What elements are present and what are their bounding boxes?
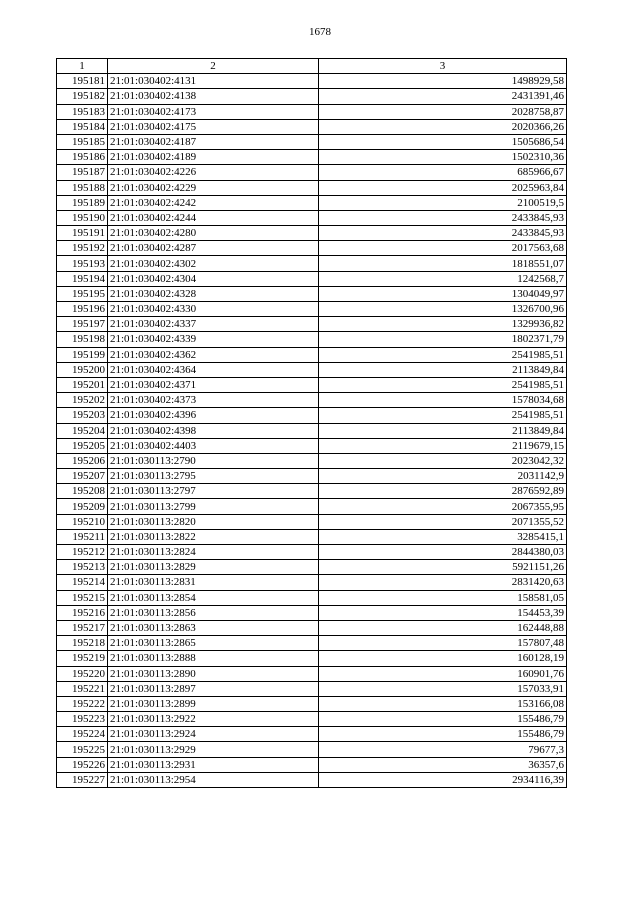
table-row <box>57 605 567 620</box>
cadastral-value-cell: 1578034,68 <box>319 393 567 408</box>
table-row <box>57 362 567 377</box>
cadastral-value-cell: 2541985,51 <box>319 377 567 392</box>
cadastral-number-cell: 21:01:030402:4244 <box>108 210 319 225</box>
cadastral-value-cell: 1326700,96 <box>319 302 567 317</box>
table-row <box>57 438 567 453</box>
cadastral-number-cell: 21:01:030113:2820 <box>108 514 319 529</box>
cadastral-value-cell: 2113849,84 <box>319 423 567 438</box>
column-header-value: 3 <box>319 59 567 74</box>
cadastral-number-cell: 21:01:030113:2929 <box>108 742 319 757</box>
cadastral-number-cell: 21:01:030113:2954 <box>108 772 319 787</box>
cadastral-number-cell: 21:01:030402:4187 <box>108 134 319 149</box>
cadastral-value-cell: 2023042,32 <box>319 453 567 468</box>
table-row <box>57 150 567 165</box>
row-number-cell: 195195 <box>57 286 108 301</box>
cadastral-value-cell: 2028758,87 <box>319 104 567 119</box>
cadastral-number-cell: 21:01:030113:2890 <box>108 666 319 681</box>
row-number-cell: 195181 <box>57 74 108 89</box>
row-number-cell: 195223 <box>57 712 108 727</box>
cadastral-number-cell: 21:01:030113:2856 <box>108 605 319 620</box>
row-number-cell: 195196 <box>57 302 108 317</box>
cadastral-value-cell: 1242568,7 <box>319 271 567 286</box>
cadastral-number-cell: 21:01:030402:4287 <box>108 241 319 256</box>
cadastral-value-cell: 153166,08 <box>319 696 567 711</box>
row-number-cell: 195216 <box>57 605 108 620</box>
cadastral-value-cell: 157807,48 <box>319 636 567 651</box>
table-row <box>57 681 567 696</box>
cadastral-value-cell: 2541985,51 <box>319 408 567 423</box>
cadastral-number-cell: 21:01:030113:2829 <box>108 560 319 575</box>
cadastral-number-cell: 21:01:030402:4189 <box>108 150 319 165</box>
table-row <box>57 89 567 104</box>
row-number-cell: 195225 <box>57 742 108 757</box>
cadastral-value-cell: 2017563,68 <box>319 241 567 256</box>
table-row <box>57 226 567 241</box>
cadastral-number-cell: 21:01:030402:4330 <box>108 302 319 317</box>
table-row <box>57 302 567 317</box>
row-number-cell: 195193 <box>57 256 108 271</box>
table-row <box>57 712 567 727</box>
cadastral-value-cell: 685966,67 <box>319 165 567 180</box>
cadastral-number-cell: 21:01:030402:4339 <box>108 332 319 347</box>
cadastral-number-cell: 21:01:030113:2865 <box>108 636 319 651</box>
cadastral-number-cell: 21:01:030113:2797 <box>108 484 319 499</box>
cadastral-number-cell: 21:01:030113:2888 <box>108 651 319 666</box>
table-row <box>57 134 567 149</box>
row-number-cell: 195215 <box>57 590 108 605</box>
row-number-cell: 195206 <box>57 453 108 468</box>
row-number-cell: 195210 <box>57 514 108 529</box>
cadastral-value-cell: 36357,6 <box>319 757 567 772</box>
table-row <box>57 165 567 180</box>
cadastral-value-cell: 1502310,36 <box>319 150 567 165</box>
cadastral-number-cell: 21:01:030113:2897 <box>108 681 319 696</box>
row-number-cell: 195183 <box>57 104 108 119</box>
cadastral-value-cell: 3285415,1 <box>319 529 567 544</box>
cadastral-value-cell: 2119679,15 <box>319 438 567 453</box>
cadastral-value-cell: 2431391,46 <box>319 89 567 104</box>
cadastral-number-cell: 21:01:030113:2795 <box>108 469 319 484</box>
table-row <box>57 347 567 362</box>
cadastral-value-cell: 2067355,95 <box>319 499 567 514</box>
row-number-cell: 195227 <box>57 772 108 787</box>
cadastral-value-cell: 2541985,51 <box>319 347 567 362</box>
row-number-cell: 195187 <box>57 165 108 180</box>
row-number-cell: 195194 <box>57 271 108 286</box>
row-number-cell: 195208 <box>57 484 108 499</box>
cadastral-number-cell: 21:01:030402:4131 <box>108 74 319 89</box>
cadastral-number-cell: 21:01:030402:4371 <box>108 377 319 392</box>
row-number-cell: 195212 <box>57 545 108 560</box>
row-number-cell: 195204 <box>57 423 108 438</box>
cadastral-number-cell: 21:01:030402:4226 <box>108 165 319 180</box>
cadastral-number-cell: 21:01:030402:4280 <box>108 226 319 241</box>
table-row <box>57 514 567 529</box>
table-row <box>57 772 567 787</box>
row-number-cell: 195219 <box>57 651 108 666</box>
table-body <box>57 74 567 788</box>
cadastral-value-cell: 2831420,63 <box>319 575 567 590</box>
column-header-cadastral-number: 2 <box>108 59 319 74</box>
cadastral-number-cell: 21:01:030402:4398 <box>108 423 319 438</box>
cadastral-number-cell: 21:01:030402:4328 <box>108 286 319 301</box>
table-row <box>57 393 567 408</box>
cadastral-value-cell: 1304049,97 <box>319 286 567 301</box>
row-number-cell: 195192 <box>57 241 108 256</box>
table-row <box>57 590 567 605</box>
cadastral-value-cell: 1498929,58 <box>319 74 567 89</box>
cadastral-value-cell: 5921151,26 <box>319 560 567 575</box>
row-number-cell: 195214 <box>57 575 108 590</box>
page-number: 1678 <box>309 26 331 38</box>
table-row <box>57 241 567 256</box>
cadastral-value-cell: 155486,79 <box>319 712 567 727</box>
cadastral-number-cell: 21:01:030402:4173 <box>108 104 319 119</box>
table-row <box>57 560 567 575</box>
table-row <box>57 195 567 210</box>
row-number-cell: 195202 <box>57 393 108 408</box>
cadastral-number-cell: 21:01:030402:4242 <box>108 195 319 210</box>
row-number-cell: 195217 <box>57 620 108 635</box>
table-row <box>57 651 567 666</box>
cadastral-value-cell: 2934116,39 <box>319 772 567 787</box>
table-row <box>57 119 567 134</box>
row-number-cell: 195189 <box>57 195 108 210</box>
cadastral-value-table <box>56 58 567 788</box>
cadastral-value-cell: 1818551,07 <box>319 256 567 271</box>
row-number-cell: 195209 <box>57 499 108 514</box>
row-number-cell: 195182 <box>57 89 108 104</box>
cadastral-number-cell: 21:01:030113:2799 <box>108 499 319 514</box>
table-row <box>57 74 567 89</box>
row-number-cell: 195205 <box>57 438 108 453</box>
row-number-cell: 195220 <box>57 666 108 681</box>
cadastral-value-cell: 1802371,79 <box>319 332 567 347</box>
row-number-cell: 195226 <box>57 757 108 772</box>
cadastral-number-cell: 21:01:030402:4229 <box>108 180 319 195</box>
cadastral-value-cell: 2025963,84 <box>319 180 567 195</box>
cadastral-number-cell: 21:01:030402:4302 <box>108 256 319 271</box>
cadastral-value-cell: 2844380,03 <box>319 545 567 560</box>
cadastral-value-cell: 162448,88 <box>319 620 567 635</box>
table-header-row <box>57 59 567 74</box>
cadastral-number-cell: 21:01:030402:4364 <box>108 362 319 377</box>
cadastral-value-cell: 154453,39 <box>319 605 567 620</box>
row-number-cell: 195218 <box>57 636 108 651</box>
cadastral-number-cell: 21:01:030113:2822 <box>108 529 319 544</box>
row-number-cell: 195213 <box>57 560 108 575</box>
row-number-cell: 195191 <box>57 226 108 241</box>
table-row <box>57 180 567 195</box>
cadastral-value-cell: 2113849,84 <box>319 362 567 377</box>
cadastral-value-cell: 155486,79 <box>319 727 567 742</box>
table-row <box>57 499 567 514</box>
cadastral-value-cell: 2100519,5 <box>319 195 567 210</box>
row-number-cell: 195186 <box>57 150 108 165</box>
cadastral-number-cell: 21:01:030113:2863 <box>108 620 319 635</box>
table-row <box>57 696 567 711</box>
cadastral-number-cell: 21:01:030113:2922 <box>108 712 319 727</box>
table-row <box>57 104 567 119</box>
table-row <box>57 727 567 742</box>
cadastral-value-cell: 160901,76 <box>319 666 567 681</box>
table-row <box>57 529 567 544</box>
table-row <box>57 484 567 499</box>
cadastral-number-cell: 21:01:030113:2899 <box>108 696 319 711</box>
column-header-number: 1 <box>57 59 108 74</box>
row-number-cell: 195190 <box>57 210 108 225</box>
cadastral-value-cell: 1505686,54 <box>319 134 567 149</box>
cadastral-value-cell: 1329936,82 <box>319 317 567 332</box>
table-row <box>57 332 567 347</box>
cadastral-number-cell: 21:01:030113:2924 <box>108 727 319 742</box>
table-row <box>57 757 567 772</box>
cadastral-number-cell: 21:01:030402:4373 <box>108 393 319 408</box>
cadastral-value-cell: 158581,05 <box>319 590 567 605</box>
row-number-cell: 195199 <box>57 347 108 362</box>
cadastral-number-cell: 21:01:030402:4138 <box>108 89 319 104</box>
row-number-cell: 195201 <box>57 377 108 392</box>
row-number-cell: 195197 <box>57 317 108 332</box>
table-row <box>57 742 567 757</box>
cadastral-number-cell: 21:01:030113:2790 <box>108 453 319 468</box>
table-row <box>57 377 567 392</box>
row-number-cell: 195222 <box>57 696 108 711</box>
cadastral-number-cell: 21:01:030402:4337 <box>108 317 319 332</box>
cadastral-value-cell: 2031142,9 <box>319 469 567 484</box>
cadastral-number-cell: 21:01:030113:2854 <box>108 590 319 605</box>
table-row <box>57 408 567 423</box>
table-row <box>57 453 567 468</box>
cadastral-value-cell: 160128,19 <box>319 651 567 666</box>
row-number-cell: 195224 <box>57 727 108 742</box>
row-number-cell: 195185 <box>57 134 108 149</box>
row-number-cell: 195184 <box>57 119 108 134</box>
cadastral-number-cell: 21:01:030402:4175 <box>108 119 319 134</box>
table-row <box>57 545 567 560</box>
row-number-cell: 195207 <box>57 469 108 484</box>
table-row <box>57 620 567 635</box>
row-number-cell: 195198 <box>57 332 108 347</box>
cadastral-value-cell: 2433845,93 <box>319 226 567 241</box>
table-row <box>57 256 567 271</box>
row-number-cell: 195200 <box>57 362 108 377</box>
table-row <box>57 666 567 681</box>
table-row <box>57 317 567 332</box>
table-row <box>57 423 567 438</box>
table-row <box>57 575 567 590</box>
table-row <box>57 636 567 651</box>
table-row <box>57 271 567 286</box>
cadastral-number-cell: 21:01:030402:4304 <box>108 271 319 286</box>
cadastral-number-cell: 21:01:030113:2824 <box>108 545 319 560</box>
cadastral-value-cell: 2020366,26 <box>319 119 567 134</box>
row-number-cell: 195211 <box>57 529 108 544</box>
table-row <box>57 286 567 301</box>
table-row <box>57 210 567 225</box>
cadastral-value-cell: 79677,3 <box>319 742 567 757</box>
cadastral-value-cell: 2071355,52 <box>319 514 567 529</box>
cadastral-number-cell: 21:01:030402:4362 <box>108 347 319 362</box>
cadastral-number-cell: 21:01:030402:4403 <box>108 438 319 453</box>
table-row <box>57 469 567 484</box>
row-number-cell: 195203 <box>57 408 108 423</box>
cadastral-number-cell: 21:01:030113:2831 <box>108 575 319 590</box>
cadastral-value-cell: 2433845,93 <box>319 210 567 225</box>
cadastral-value-cell: 157033,91 <box>319 681 567 696</box>
row-number-cell: 195188 <box>57 180 108 195</box>
cadastral-value-cell: 2876592,89 <box>319 484 567 499</box>
cadastral-number-cell: 21:01:030402:4396 <box>108 408 319 423</box>
row-number-cell: 195221 <box>57 681 108 696</box>
cadastral-number-cell: 21:01:030113:2931 <box>108 757 319 772</box>
